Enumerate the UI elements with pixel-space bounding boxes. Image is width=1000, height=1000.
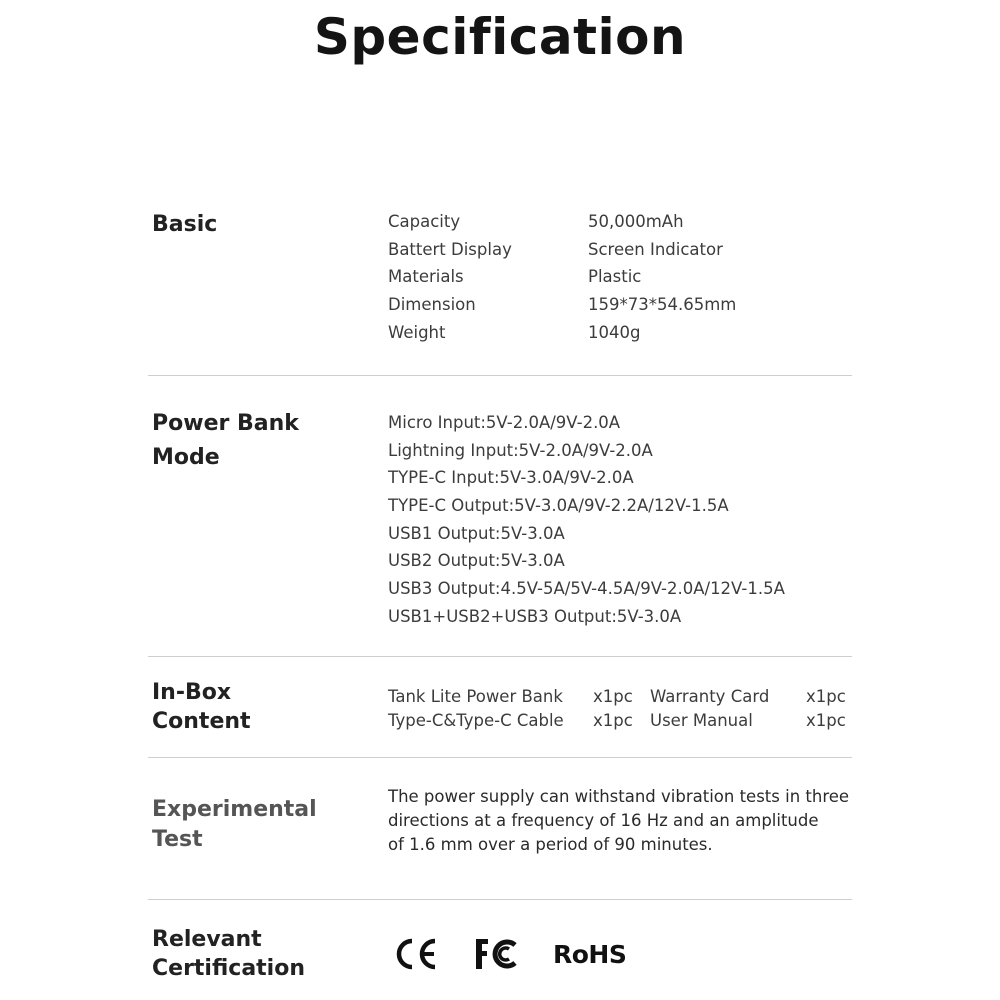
page-title: Specification: [313, 8, 687, 66]
basic-key: Dimension: [388, 295, 476, 314]
basic-value: 159*73*54.65mm: [588, 295, 737, 314]
basic-value: Screen Indicator: [588, 240, 723, 259]
power-spec-line: USB3 Output:4.5V-5A/5V-4.5A/9V-2.0A/12V-1.5A: [388, 579, 785, 598]
section-label-certification-line2: Certification: [152, 956, 306, 981]
experimental-text: [388, 785, 858, 857]
experimental-text-line: directions at a frequency of 16 Hz and an amplitude: [388, 811, 819, 830]
section-divider: [148, 656, 852, 657]
basic-value: 1040g: [588, 323, 641, 342]
section-label-in-box-line1: In-Box: [152, 680, 232, 705]
in-box-item-name: Type-C&Type-C Cable: [388, 711, 564, 730]
power-spec-line: TYPE-C Input:5V-3.0A/9V-2.0A: [388, 468, 634, 487]
in-box-item-name: User Manual: [650, 711, 753, 730]
power-spec-line: USB1 Output:5V-3.0A: [388, 524, 565, 543]
in-box-item-name: Tank Lite Power Bank: [388, 687, 563, 706]
section-label-in-box-line2: Content: [152, 709, 251, 734]
section-divider: [148, 375, 852, 376]
basic-key: Materials: [388, 267, 464, 286]
section-label-power-bank-mode-line1: Power Bank: [152, 411, 299, 436]
section-label-basic: Basic: [152, 212, 218, 237]
in-box-item-qty: x1pc: [593, 711, 633, 730]
section-divider: [148, 899, 852, 900]
section-label-experimental-line1: Experimental: [152, 797, 317, 822]
in-box-item-qty: x1pc: [593, 687, 633, 706]
in-box-item-qty: x1pc: [806, 687, 846, 706]
power-spec-line: USB1+USB2+USB3 Output:5V-3.0A: [388, 607, 682, 626]
in-box-item-name: Warranty Card: [650, 687, 770, 706]
basic-value: 50,000mAh: [588, 212, 684, 231]
fcc-mark-icon: [473, 932, 521, 976]
basic-key: Weight: [388, 323, 446, 342]
ce-mark-icon: [393, 932, 439, 976]
power-spec-line: TYPE-C Output:5V-3.0A/9V-2.2A/12V-1.5A: [388, 496, 729, 515]
experimental-text-line: of 1.6 mm over a period of 90 minutes.: [388, 835, 713, 854]
in-box-item-qty: x1pc: [806, 711, 846, 730]
basic-key: Capacity: [388, 212, 461, 231]
section-label-power-bank-mode-line2: Mode: [152, 445, 220, 470]
rohs-mark-icon: RoHS: [553, 939, 627, 969]
basic-key: Battert Display: [388, 240, 512, 259]
power-spec-line: Micro Input:5V-2.0A/9V-2.0A: [388, 413, 621, 432]
section-label-experimental-line2: Test: [152, 827, 203, 852]
experimental-text-line: The power supply can withstand vibration tests in three: [388, 787, 850, 806]
power-spec-line: Lightning Input:5V-2.0A/9V-2.0A: [388, 441, 653, 460]
power-spec-line: USB2 Output:5V-3.0A: [388, 551, 565, 570]
basic-value: Plastic: [588, 267, 642, 286]
section-label-certification-line1: Relevant: [152, 927, 262, 952]
section-divider: [148, 757, 852, 758]
